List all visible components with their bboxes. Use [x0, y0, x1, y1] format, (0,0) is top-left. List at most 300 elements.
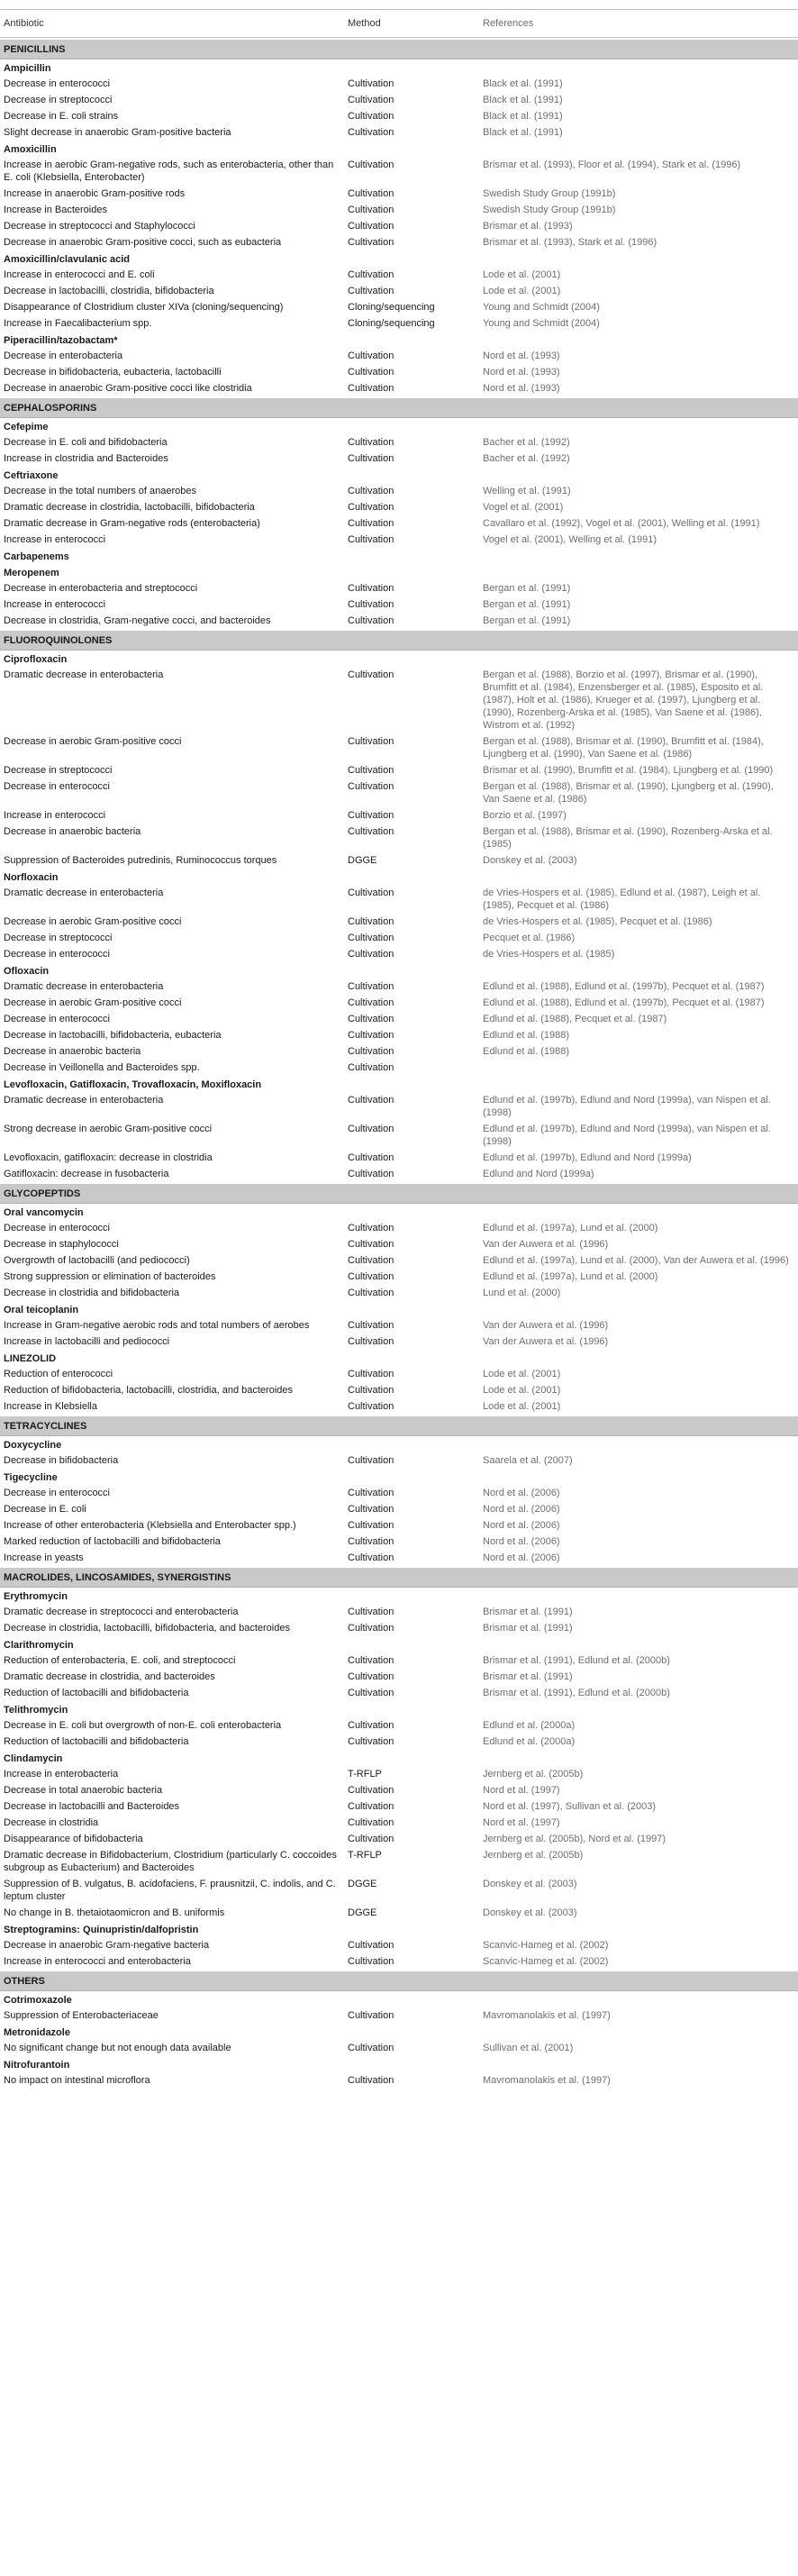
table-row [0, 807, 798, 824]
method-cell: Cultivation [348, 1336, 394, 1347]
method-cell: Cultivation [348, 1030, 394, 1041]
effect-cell: Decrease in lactobacilli, clostridia, bifidobacteria [4, 286, 214, 296]
effect-cell: Decrease in streptococci and Staphylococci [4, 221, 195, 232]
table-row [0, 1550, 798, 1566]
table-row [0, 1953, 798, 1970]
references-cell: Jernberg et al. (2005b) [483, 1850, 584, 1861]
table-row [0, 76, 798, 92]
references-cell: Edlund et al. (1997a), Lund et al. (2000), Van der Auwera et al. (1996) [483, 1255, 789, 1266]
table-row [0, 979, 798, 995]
effect-cell: Decrease in enterococci [4, 1014, 111, 1024]
effect-cell: Dramatic decrease in clostridia, and bacteroides [4, 1671, 215, 1682]
references-cell: Nord et al. (1997) [483, 1785, 560, 1796]
effect-cell: Decrease in E. coli [4, 1504, 86, 1515]
table-row [0, 1669, 798, 1685]
references-cell: Lode et al. (2001) [483, 1401, 561, 1412]
method-cell: Cultivation [348, 933, 394, 943]
section-label: PENICILLINS [4, 44, 66, 55]
drug-label: Oral vancomycin [4, 1207, 84, 1218]
references-cell: Donskey et al. (2003) [483, 855, 577, 866]
drug-label: LINEZOLID [4, 1353, 57, 1364]
method-cell: Cultivation [348, 95, 394, 105]
effect-cell: Decrease in clostridia and bifidobacteria [4, 1288, 180, 1298]
references-cell: de Vries-Hospers et al. (1985) [483, 949, 615, 960]
references-cell: Edlund et al. (1997b), Edlund and Nord (1999a) [483, 1152, 692, 1163]
section-label: CEPHALOSPORINS [4, 403, 97, 414]
method-cell: Cultivation [348, 1320, 394, 1331]
references-cell: Bergan et al. (1991) [483, 583, 571, 594]
drug-label: Amoxicillin/clavulanic acid [4, 254, 130, 265]
method-cell: Cultivation [348, 1504, 394, 1515]
table-row [0, 930, 798, 946]
effect-cell: Decrease in Veillonella and Bacteroides spp. [4, 1062, 200, 1073]
effect-cell: Increase in yeasts [4, 1552, 84, 1563]
method-cell: Cultivation [348, 1385, 394, 1396]
table-row [0, 1398, 798, 1415]
method-cell: Cultivation [348, 1655, 394, 1666]
method-cell: Cultivation [348, 350, 394, 361]
references-cell: Jernberg et al. (2005b) [483, 1769, 584, 1780]
effect-cell: Decrease in enterococci [4, 78, 111, 89]
table-header [0, 9, 798, 38]
table-row [0, 914, 798, 930]
references-cell: Saarela et al. (2007) [483, 1455, 573, 1466]
effect-cell: Suppression of Enterobacteriaceae [4, 2010, 159, 2021]
table-row [0, 1366, 798, 1382]
method-cell: Cultivation [348, 534, 394, 545]
effect-cell: Dramatic decrease in enterobacteria [4, 1095, 164, 1106]
drug-header [0, 651, 798, 667]
method-cell: Cultivation [348, 1607, 394, 1617]
references-cell: Brismar et al. (1991) [483, 1623, 573, 1634]
drug-label: Metronidazole [4, 2027, 70, 2038]
method-cell: Cultivation [348, 1223, 394, 1233]
method-cell: Cultivation [348, 1488, 394, 1498]
table-row [0, 532, 798, 548]
method-cell: Cultivation [348, 1271, 394, 1282]
drug-header [0, 962, 798, 979]
method-cell: Cloning/sequencing [348, 302, 435, 313]
method-cell: Cultivation [348, 583, 394, 594]
method-cell: Cultivation [348, 1062, 394, 1073]
method-cell: Cultivation [348, 669, 394, 680]
effect-cell: Dramatic decrease in clostridia, lactobacilli, bifidobacteria [4, 502, 255, 513]
method-cell: Cultivation [348, 1169, 394, 1179]
method-cell: Cultivation [348, 2043, 394, 2053]
table-row [0, 1269, 798, 1285]
references-cell: Nord et al. (1997), Sullivan et al. (2003) [483, 1801, 656, 1812]
effect-cell: Overgrowth of lactobacilli (and pediococci) [4, 1255, 190, 1266]
table-row [0, 124, 798, 141]
references-cell: Edlund et al. (2000a) [483, 1736, 576, 1747]
table-row [0, 234, 798, 250]
table-row [0, 515, 798, 532]
table-row [0, 1027, 798, 1043]
method-cell: Cultivation [348, 1288, 394, 1298]
table-row [0, 2040, 798, 2056]
table-row [0, 1620, 798, 1636]
table-row [0, 1252, 798, 1269]
method-cell: Cultivation [348, 1152, 394, 1163]
effect-cell: Decrease in anaerobic Gram-negative bacteria [4, 1940, 210, 1951]
effect-cell: Decrease in streptococci [4, 95, 113, 105]
method-cell: Cultivation [348, 437, 394, 448]
effect-cell: Decrease in streptococci [4, 765, 113, 776]
references-cell: Black et al. (1991) [483, 111, 563, 122]
drug-header [0, 332, 798, 348]
drug-label: Cefepime [4, 422, 49, 432]
table-row [0, 1717, 798, 1734]
effect-cell: Increase in Bacteroides [4, 205, 107, 215]
method-cell: Cultivation [348, 205, 394, 215]
references-cell: Mavromanolakis et al. (1997) [483, 2075, 611, 2086]
method-cell: Cultivation [348, 1623, 394, 1634]
references-cell: Brismar et al. (1993), Floor et al. (1994), Stark et al. (1996) [483, 159, 741, 170]
references-cell: Cavallaro et al. (1992), Vogel et al. (2001), Welling et al. (1991) [483, 518, 760, 529]
method-cell: Cultivation [348, 237, 394, 248]
table-row [0, 1011, 798, 1027]
table-row [0, 315, 798, 332]
references-cell: Edlund and Nord (1999a) [483, 1169, 594, 1179]
references-cell: Bergan et al. (1988), Brismar et al. (1990), Rozenberg-Arska et al. (1985) [483, 826, 773, 850]
drug-header [0, 1204, 798, 1220]
effect-cell: Decrease in enterobacteria [4, 350, 123, 361]
effect-cell: Decrease in streptococci [4, 933, 113, 943]
method-cell: Cloning/sequencing [348, 318, 435, 329]
drug-label: Nitrofurantoin [4, 2060, 70, 2071]
references-cell: Jernberg et al. (2005b), Nord et al. (1997) [483, 1834, 667, 1844]
method-cell: Cultivation [348, 1801, 394, 1812]
references-cell: Nord et al. (2006) [483, 1552, 560, 1563]
table-row [0, 1734, 798, 1750]
method-cell: Cultivation [348, 1014, 394, 1024]
table-row [0, 1798, 798, 1815]
table-row [0, 157, 798, 186]
section-header [0, 1416, 798, 1436]
table-row [0, 995, 798, 1011]
method-cell: Cultivation [348, 78, 394, 89]
table-row [0, 483, 798, 499]
method-cell: DGGE [348, 855, 377, 866]
drug-label: Clarithromycin [4, 1640, 74, 1651]
table-row [0, 283, 798, 299]
drug-header [0, 1701, 798, 1717]
drug-header [0, 1350, 798, 1366]
method-cell: Cultivation [348, 111, 394, 122]
effect-cell: Dramatic decrease in Gram-negative rods (enterobacteria) [4, 518, 260, 529]
references-cell: Brismar et al. (1993), Stark et al. (1996) [483, 237, 657, 248]
drug-header [0, 1991, 798, 2007]
method-cell: Cultivation [348, 810, 394, 821]
references-cell: Nord et al. (2006) [483, 1536, 560, 1547]
effect-cell: Decrease in lactobacilli, bifidobacteria, eubacteria [4, 1030, 222, 1041]
table-row [0, 824, 798, 852]
effect-cell: Strong suppression or elimination of bacteroides [4, 1271, 216, 1282]
table-row [0, 1766, 798, 1782]
effect-cell: Decrease in clostridia, lactobacilli, bifidobacteria, and bacteroides [4, 1623, 290, 1634]
references-cell: Van der Auwera et al. (1996) [483, 1320, 609, 1331]
effect-cell: Decrease in total anaerobic bacteria [4, 1785, 163, 1796]
effect-cell: Decrease in anaerobic bacteria [4, 1046, 141, 1057]
drug-header [0, 141, 798, 157]
effect-cell: Decrease in aerobic Gram-positive cocci [4, 997, 182, 1008]
references-cell: Van der Auwera et al. (1996) [483, 1239, 609, 1250]
effect-cell: Dramatic decrease in enterobacteria [4, 887, 164, 898]
table-row [0, 733, 798, 762]
table-row [0, 778, 798, 807]
effect-cell: Decrease in enterobacteria and streptococci [4, 583, 198, 594]
drug-header [0, 1076, 798, 1092]
effect-cell: Decrease in enterococci [4, 1488, 111, 1498]
effect-cell: Decrease in enterococci [4, 949, 111, 960]
method-cell: Cultivation [348, 1124, 394, 1134]
method-cell: Cultivation [348, 286, 394, 296]
references-cell: Edlund et al. (2000a) [483, 1720, 576, 1731]
table-row [0, 1604, 798, 1620]
references-cell: Bergan et al. (1991) [483, 599, 571, 610]
method-cell: Cultivation [348, 1255, 394, 1266]
table-row [0, 380, 798, 396]
references-cell: Swedish Study Group (1991b) [483, 188, 616, 199]
drug-header [0, 59, 798, 76]
method-cell: Cultivation [348, 736, 394, 747]
method-cell: Cultivation [348, 367, 394, 378]
drug-label: Ampicillin [4, 63, 51, 74]
top-spacer [0, 0, 798, 9]
effect-cell: Increase in clostridia and Bacteroides [4, 453, 168, 464]
references-cell: Lode et al. (2001) [483, 286, 561, 296]
method-cell: Cultivation [348, 1834, 394, 1844]
section-label: MACROLIDES, LINCOSAMIDES, SYNERGISTINS [4, 1572, 231, 1583]
drug-label: Cotrimoxazole [4, 1995, 72, 2006]
method-cell: Cultivation [348, 1239, 394, 1250]
method-cell: Cultivation [348, 1536, 394, 1547]
references-cell: Black et al. (1991) [483, 95, 563, 105]
section-header [0, 40, 798, 59]
drug-header [0, 1921, 798, 1937]
references-cell: Edlund et al. (1997b), Edlund and Nord (1999a), van Nispen et al. (1998) [483, 1095, 771, 1118]
references-cell: Edlund et al. (1988) [483, 1030, 570, 1041]
references-cell: Lode et al. (2001) [483, 1369, 561, 1379]
effect-cell: Decrease in aerobic Gram-positive cocci [4, 736, 182, 747]
method-cell: Cultivation [348, 826, 394, 837]
drug-header [0, 467, 798, 483]
references-cell: Bacher et al. (1992) [483, 453, 570, 464]
table-row [0, 946, 798, 962]
effect-cell: Disappearance of bifidobacteria [4, 1834, 143, 1844]
table-row [0, 1285, 798, 1301]
table-row [0, 885, 798, 914]
references-cell: Mavromanolakis et al. (1997) [483, 2010, 611, 2021]
references-cell: Edlund et al. (1997b), Edlund and Nord (1999a), van Nispen et al. (1998) [483, 1124, 771, 1147]
references-cell: Lode et al. (2001) [483, 1385, 561, 1396]
method-cell: Cultivation [348, 1369, 394, 1379]
drug-header [0, 250, 798, 267]
references-cell: Nord et al. (1993) [483, 367, 560, 378]
effect-cell: Decrease in staphylococci [4, 1239, 119, 1250]
drug-label: Telithromycin [4, 1705, 68, 1716]
table-row [0, 1847, 798, 1876]
table-row [0, 2007, 798, 2024]
table-row [0, 1652, 798, 1669]
references-cell: Nord et al. (2006) [483, 1520, 560, 1531]
table-row [0, 1685, 798, 1701]
drug-label: Ofloxacin [4, 966, 50, 977]
effect-cell: Increase in anaerobic Gram-positive rods [4, 188, 186, 199]
table-row [0, 613, 798, 629]
table-row [0, 762, 798, 778]
section-header [0, 631, 798, 651]
references-cell: Edlund et al. (1988), Pecquet et al. (1987) [483, 1014, 667, 1024]
references-cell: Vogel et al. (2001) [483, 502, 564, 513]
effect-cell: Increase in lactobacilli and pediococci [4, 1336, 170, 1347]
table-row [0, 1831, 798, 1847]
effect-cell: Increase of other enterobacteria (Klebsiella and Enterobacter spp.) [4, 1520, 296, 1531]
effect-cell: Reduction of lactobacilli and bifidobacteria [4, 1736, 189, 1747]
references-cell: Borzio et al. (1997) [483, 810, 567, 821]
method-cell: Cultivation [348, 221, 394, 232]
effect-cell: No significant change but not enough data available [4, 2043, 231, 2053]
references-cell: Black et al. (1991) [483, 78, 563, 89]
method-cell: Cultivation [348, 887, 394, 898]
method-cell: Cultivation [348, 765, 394, 776]
table-row [0, 1534, 798, 1550]
method-cell: Cultivation [348, 1736, 394, 1747]
effect-cell: Increase in enterococci and enterobacteria [4, 1956, 191, 1967]
drug-header [0, 1436, 798, 1452]
references-cell: Nord et al. (1993) [483, 350, 560, 361]
effect-cell: Increase in Klebsiella [4, 1401, 97, 1412]
table-row [0, 1782, 798, 1798]
references-cell: Edlund et al. (1988) [483, 1046, 570, 1057]
references-cell: Brismar et al. (1991), Edlund et al. (2000b) [483, 1655, 670, 1666]
table-row [0, 186, 798, 202]
method-cell: Cultivation [348, 1095, 394, 1106]
references-cell: Van der Auwera et al. (1996) [483, 1336, 609, 1347]
drug-label: Erythromycin [4, 1591, 68, 1602]
drug-header [0, 1301, 798, 1317]
effect-cell: Disappearance of Clostridium cluster XIVa (cloning/sequencing) [4, 302, 284, 313]
method-cell: Cultivation [348, 781, 394, 792]
method-cell: Cultivation [348, 1940, 394, 1951]
drug-header [0, 564, 798, 580]
effect-cell: Increase in enterococci [4, 599, 106, 610]
references-cell: Lund et al. (2000) [483, 1288, 561, 1298]
header-references: References [483, 18, 534, 29]
effect-cell: Increase in aerobic Gram-negative rods, such as enterobacteria, other than E. coli (Klebsiella, Enterobacter) [4, 159, 334, 183]
method-cell: Cultivation [348, 997, 394, 1008]
section-label: GLYCOPEPTIDS [4, 1188, 81, 1199]
table-row [0, 2072, 798, 2089]
table-row [0, 364, 798, 380]
method-cell: DGGE [348, 1879, 377, 1889]
references-cell: Welling et al. (1991) [483, 486, 571, 496]
table-row [0, 451, 798, 467]
effect-cell: Decrease in anaerobic Gram-positive cocci like clostridia [4, 383, 252, 394]
method-cell: Cultivation [348, 502, 394, 513]
table-row [0, 1121, 798, 1150]
drug-label: Piperacillin/tazobactam* [4, 335, 118, 346]
table-row [0, 1043, 798, 1060]
effect-cell: No change in B. thetaiotaomicron and B. uniformis [4, 1907, 225, 1918]
method-cell: Cultivation [348, 1455, 394, 1466]
effect-cell: Increase in Gram-negative aerobic rods and total numbers of aerobes [4, 1320, 310, 1331]
method-cell: T-RFLP [348, 1850, 382, 1861]
references-cell: Brismar et al. (1993) [483, 221, 573, 232]
method-cell: Cultivation [348, 1671, 394, 1682]
table-row [0, 202, 798, 218]
effect-cell: Decrease in enterococci [4, 781, 111, 792]
effect-cell: Increase in enterococci [4, 534, 106, 545]
references-cell: Nord et al. (2006) [483, 1504, 560, 1515]
effect-cell: Gatifloxacin: decrease in fusobacteria [4, 1169, 169, 1179]
table-row [0, 1937, 798, 1953]
table-row [0, 1060, 798, 1076]
table-row [0, 1501, 798, 1517]
method-cell: Cultivation [348, 453, 394, 464]
references-cell: Young and Schmidt (2004) [483, 318, 600, 329]
table-row [0, 92, 798, 108]
effect-cell: Suppression of B. vulgatus, B. acidofaciens, F. prausnitzii, C. indolis, and C. leptum cluster [4, 1879, 336, 1902]
method-cell: Cultivation [348, 1956, 394, 1967]
effect-cell: Decrease in clostridia, Gram-negative cocci, and bacteroides [4, 615, 271, 626]
method-cell: Cultivation [348, 916, 394, 927]
method-cell: Cultivation [348, 2010, 394, 2021]
drug-header [0, 1750, 798, 1766]
section-label: OTHERS [4, 1976, 45, 1987]
table-row [0, 580, 798, 596]
references-cell: Pecquet et al. (1986) [483, 933, 576, 943]
effect-cell: Strong decrease in aerobic Gram-positive cocci [4, 1124, 213, 1134]
drug-label: Ciprofloxacin [4, 654, 68, 665]
references-cell: Scanvic-Hameg et al. (2002) [483, 1940, 609, 1951]
references-cell: Scanvic-Hameg et al. (2002) [483, 1956, 609, 1967]
method-cell: Cultivation [348, 615, 394, 626]
table-row [0, 1236, 798, 1252]
drug-label: Norfloxacin [4, 872, 59, 883]
effect-cell: Decrease in bifidobacteria, eubacteria, lactobacilli [4, 367, 222, 378]
table-row [0, 218, 798, 234]
table-row [0, 499, 798, 515]
effect-cell: Slight decrease in anaerobic Gram-positive bacteria [4, 127, 231, 138]
table-row [0, 1150, 798, 1166]
references-cell: Sullivan et al. (2001) [483, 2043, 574, 2053]
table-row [0, 1905, 798, 1921]
references-cell: Brismar et al. (1991), Edlund et al. (2000b) [483, 1688, 670, 1698]
effect-cell: Reduction of enterobacteria, E. coli, and streptococci [4, 1655, 236, 1666]
method-cell: Cultivation [348, 599, 394, 610]
drug-header [0, 548, 798, 564]
effect-cell: No impact on intestinal microflora [4, 2075, 150, 2086]
drug-label: Levofloxacin, Gatifloxacin, Trovafloxacin, Moxifloxacin [4, 1079, 262, 1090]
effect-cell: Dramatic decrease in streptococci and enterobacteria [4, 1607, 239, 1617]
section-header [0, 1568, 798, 1588]
references-cell: Edlund et al. (1988), Edlund et al. (1997b), Pecquet et al. (1987) [483, 997, 765, 1008]
effect-cell: Suppression of Bacteroides putredinis, Ruminococcus torques [4, 855, 277, 866]
method-cell: Cultivation [348, 1046, 394, 1057]
method-cell: Cultivation [348, 383, 394, 394]
drug-label: Amoxicillin [4, 144, 57, 155]
effect-cell: Reduction of enterococci [4, 1369, 113, 1379]
effect-cell: Dramatic decrease in enterobacteria [4, 669, 164, 680]
method-cell: Cultivation [348, 1401, 394, 1412]
references-cell: Brismar et al. (1991) [483, 1671, 573, 1682]
references-cell: Nord et al. (1993) [483, 383, 560, 394]
drug-header [0, 1588, 798, 1604]
table-row [0, 1092, 798, 1121]
drug-label: Clindamycin [4, 1753, 63, 1764]
method-cell: Cultivation [348, 518, 394, 529]
